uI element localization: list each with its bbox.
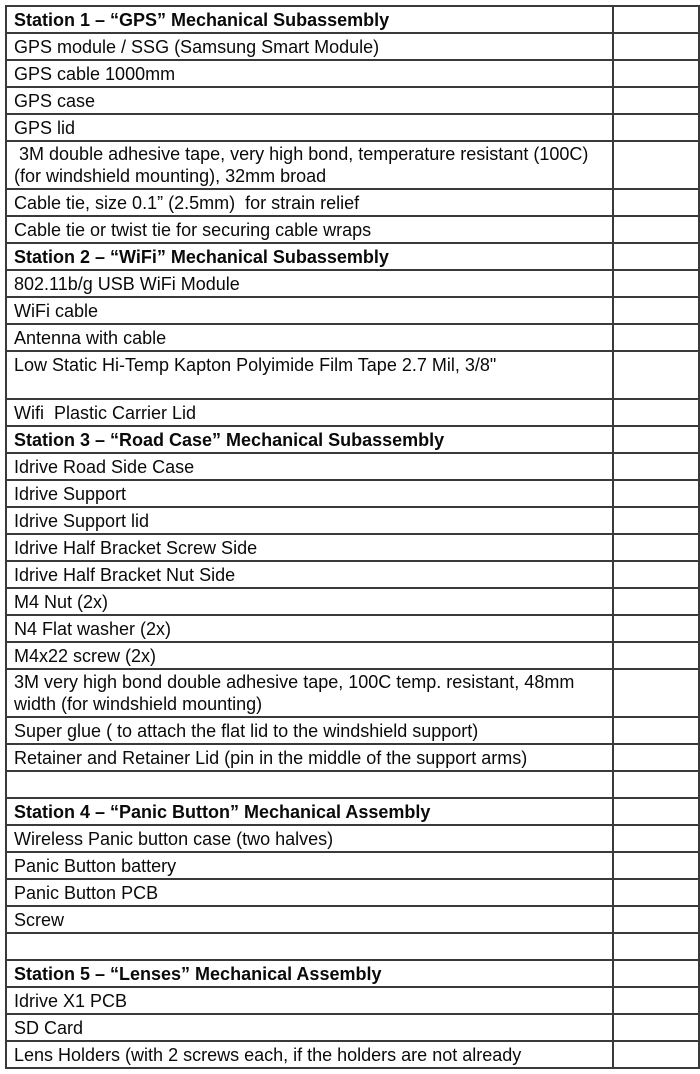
section-header-row — [6, 960, 699, 987]
check-cell — [613, 324, 699, 351]
section-title-cell: Station 2 – “WiFi” Mechanical Subassembly — [6, 243, 613, 270]
check-cell — [613, 588, 699, 615]
bom-table-body — [6, 6, 699, 1068]
section-title-cell: Station 5 – “Lenses” Mechanical Assembly — [6, 960, 613, 987]
item-label-cell: Super glue ( to attach the flat lid to the windshield support) — [6, 717, 613, 744]
table-row — [6, 852, 699, 879]
table-row — [6, 87, 699, 114]
item-label-cell: Cable tie or twist tie for securing cable wraps — [6, 216, 613, 243]
item-label-cell: GPS module / SSG (Samsung Smart Module) — [6, 33, 613, 60]
item-label-cell: Idrive Half Bracket Nut Side — [6, 561, 613, 588]
check-cell — [613, 642, 699, 669]
item-label-cell: Retainer and Retainer Lid (pin in the middle of the support arms) — [6, 744, 613, 771]
check-cell — [613, 798, 699, 825]
table-row — [6, 588, 699, 615]
check-cell — [613, 825, 699, 852]
table-row — [6, 189, 699, 216]
table-row — [6, 453, 699, 480]
item-label-cell: Idrive Road Side Case — [6, 453, 613, 480]
bom-checklist-table — [5, 5, 700, 1069]
check-cell — [613, 744, 699, 771]
table-row — [6, 744, 699, 771]
check-cell — [613, 933, 699, 960]
table-row — [6, 825, 699, 852]
check-cell — [613, 987, 699, 1014]
check-cell — [613, 507, 699, 534]
table-row — [6, 324, 699, 351]
table-row — [6, 534, 699, 561]
table-row — [6, 507, 699, 534]
item-label-cell: Wireless Panic button case (two halves) — [6, 825, 613, 852]
item-label-cell: Cable tie, size 0.1” (2.5mm) for strain relief — [6, 189, 613, 216]
check-cell — [613, 717, 699, 744]
item-label-cell: Panic Button battery — [6, 852, 613, 879]
check-cell — [613, 453, 699, 480]
check-cell — [613, 960, 699, 987]
check-cell — [613, 270, 699, 297]
item-label-cell: GPS case — [6, 87, 613, 114]
check-cell — [613, 297, 699, 324]
section-title-cell: Station 3 – “Road Case” Mechanical Subassembly — [6, 426, 613, 453]
check-cell — [613, 189, 699, 216]
check-cell — [613, 1014, 699, 1041]
table-row — [6, 1014, 699, 1041]
item-label-cell: Idrive Support — [6, 480, 613, 507]
table-row — [6, 270, 699, 297]
check-cell — [613, 6, 699, 33]
spacer-row — [6, 771, 699, 798]
table-row — [6, 297, 699, 324]
item-label-cell: Idrive Support lid — [6, 507, 613, 534]
table-row — [6, 717, 699, 744]
table-row — [6, 60, 699, 87]
check-cell — [613, 243, 699, 270]
section-header-row — [6, 798, 699, 825]
section-header-row — [6, 243, 699, 270]
section-header-row — [6, 426, 699, 453]
check-cell — [613, 399, 699, 426]
section-header-row — [6, 6, 699, 33]
table-row — [6, 561, 699, 588]
item-label-cell: Idrive X1 PCB — [6, 987, 613, 1014]
table-row — [6, 642, 699, 669]
section-title-cell: Station 4 – “Panic Button” Mechanical Assembly — [6, 798, 613, 825]
check-cell — [613, 480, 699, 507]
item-label-cell: WiFi cable — [6, 297, 613, 324]
spacer-row — [6, 933, 699, 960]
check-cell — [613, 141, 699, 189]
item-label-cell — [6, 933, 613, 960]
table-row — [6, 669, 699, 717]
table-row — [6, 141, 699, 189]
item-label-cell: Screw — [6, 906, 613, 933]
check-cell — [613, 852, 699, 879]
table-row — [6, 906, 699, 933]
table-row — [6, 879, 699, 906]
item-label-cell: SD Card — [6, 1014, 613, 1041]
table-row — [6, 33, 699, 60]
item-label-cell — [6, 771, 613, 798]
item-label-cell: Wifi Plastic Carrier Lid — [6, 399, 613, 426]
item-label-cell: 3M double adhesive tape, very high bond, temperature resistant (100C) (for windshield mounting), 32mm broad — [6, 141, 613, 189]
section-title-cell: Station 1 – “GPS” Mechanical Subassembly — [6, 6, 613, 33]
item-label-cell: 802.11b/g USB WiFi Module — [6, 270, 613, 297]
table-row — [6, 480, 699, 507]
check-cell — [613, 771, 699, 798]
check-cell — [613, 60, 699, 87]
item-label-cell: 3M very high bond double adhesive tape, 100C temp. resistant, 48mm width (for windshield mounting) — [6, 669, 613, 717]
check-cell — [613, 534, 699, 561]
check-cell — [613, 87, 699, 114]
item-label-cell: Antenna with cable — [6, 324, 613, 351]
check-cell — [613, 216, 699, 243]
check-cell — [613, 351, 699, 399]
check-cell — [613, 426, 699, 453]
item-label-cell: GPS lid — [6, 114, 613, 141]
item-label-cell: M4x22 screw (2x) — [6, 642, 613, 669]
check-cell — [613, 906, 699, 933]
check-cell — [613, 615, 699, 642]
table-row — [6, 987, 699, 1014]
item-label-cell: Idrive Half Bracket Screw Side — [6, 534, 613, 561]
table-row — [6, 216, 699, 243]
check-cell — [613, 114, 699, 141]
item-label-cell: Panic Button PCB — [6, 879, 613, 906]
check-cell — [613, 1041, 699, 1068]
check-cell — [613, 879, 699, 906]
table-row — [6, 1041, 699, 1068]
item-label-cell: Low Static Hi-Temp Kapton Polyimide Film Tape 2.7 Mil, 3/8" — [6, 351, 613, 399]
table-row — [6, 399, 699, 426]
table-row — [6, 351, 699, 399]
item-label-cell: GPS cable 1000mm — [6, 60, 613, 87]
item-label-cell: M4 Nut (2x) — [6, 588, 613, 615]
check-cell — [613, 561, 699, 588]
item-label-cell: Lens Holders (with 2 screws each, if the holders are not already — [6, 1041, 613, 1068]
item-label-cell: N4 Flat washer (2x) — [6, 615, 613, 642]
table-row — [6, 114, 699, 141]
table-row — [6, 615, 699, 642]
check-cell — [613, 669, 699, 717]
check-cell — [613, 33, 699, 60]
